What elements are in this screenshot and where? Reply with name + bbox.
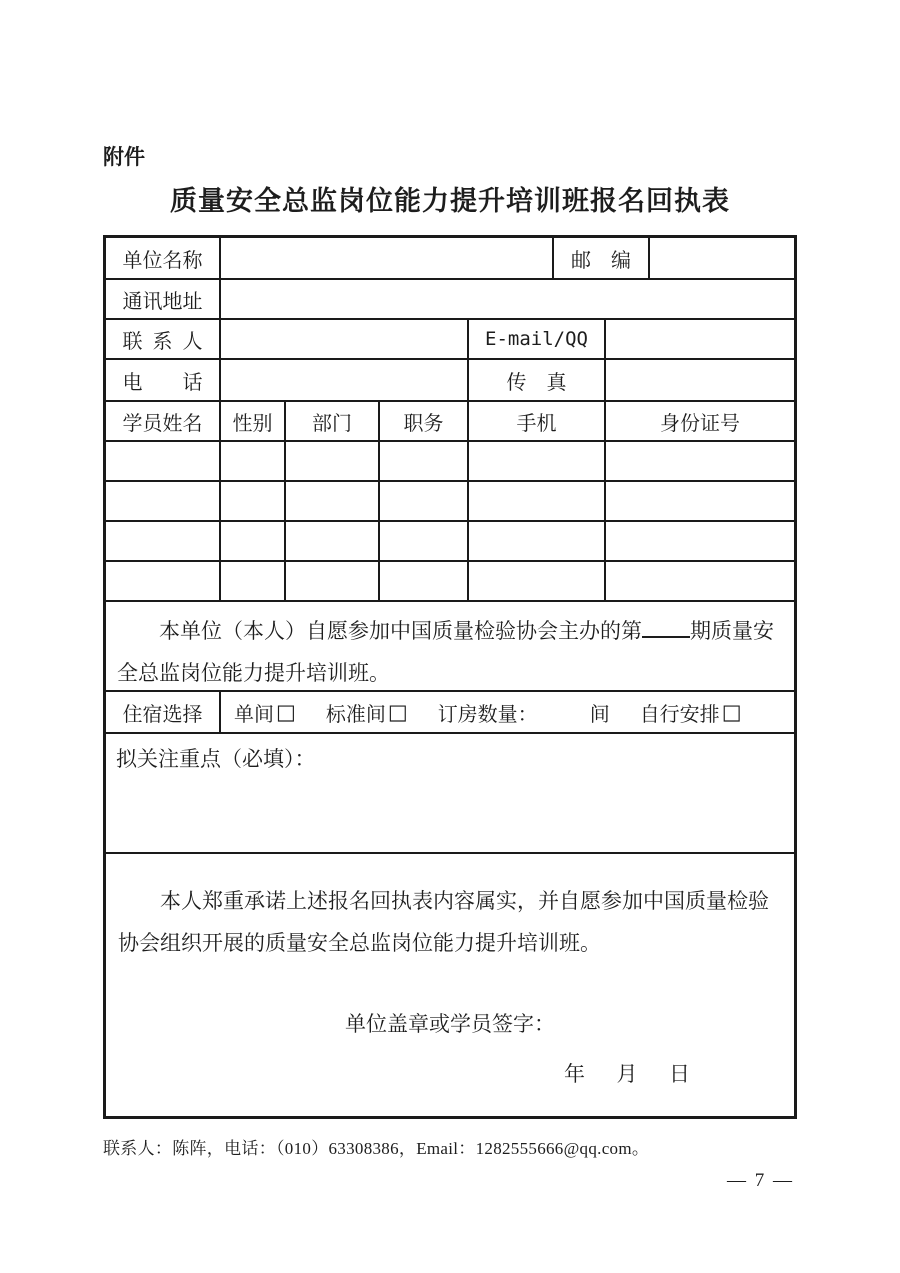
pledge-text: 本人郑重承诺上述报名回执表内容属实，并自愿参加中国质量检验协会组织开展的质量安全总监岗位能力提升培训班。 <box>118 889 769 956</box>
date-line: 年 月 日 <box>564 1062 690 1087</box>
student-row-2 <box>106 482 794 522</box>
fax-label: 传 真 <box>469 360 606 400</box>
student-row-3 <box>106 522 794 562</box>
phone-field[interactable] <box>221 360 469 400</box>
position-cell[interactable] <box>380 442 469 480</box>
gender-cell[interactable] <box>221 482 286 520</box>
table-row-phone <box>106 360 794 402</box>
participation-text-after: 期质量安全总监岗位能力提升培训班。 <box>117 619 774 686</box>
accommodation-label: 住宿选择 <box>106 692 221 732</box>
position-cell[interactable] <box>380 522 469 560</box>
phone-label: 电 话 <box>106 360 221 400</box>
student-name-cell[interactable] <box>106 442 221 480</box>
department-cell[interactable] <box>286 522 380 560</box>
contact-person-label: 联 系 人 <box>106 320 221 358</box>
participation-row <box>106 602 794 692</box>
single-room-label: 单间 <box>234 703 274 726</box>
id-number-cell[interactable] <box>606 482 794 520</box>
email-qq-field[interactable] <box>606 320 794 358</box>
position-cell[interactable] <box>380 562 469 600</box>
accommodation-row <box>106 692 794 734</box>
self-arrange-label: 自行安排 <box>639 703 720 726</box>
position-cell[interactable] <box>380 482 469 520</box>
gender-header: 性别 <box>221 402 286 440</box>
room-quantity-unit: 间 <box>589 703 610 726</box>
standard-room-option[interactable] <box>326 698 408 727</box>
student-name-header: 学员姓名 <box>106 402 221 440</box>
student-row-4 <box>106 562 794 602</box>
unit-name-label: 单位名称 <box>106 238 221 278</box>
self-arrange-checkbox-icon[interactable]: □ <box>721 699 742 724</box>
department-cell[interactable] <box>286 482 380 520</box>
participation-cell <box>106 602 794 690</box>
id-number-header: 身份证号 <box>660 412 740 435</box>
id-number-cell[interactable] <box>606 562 794 600</box>
contact-info-line: 联系人：陈阵，电话：（010）63308386，Email：1282555666@qq.com。 <box>103 1139 650 1159</box>
mobile-cell[interactable] <box>469 562 606 600</box>
student-name-cell[interactable] <box>106 522 221 560</box>
gender-cell[interactable] <box>221 522 286 560</box>
single-room-checkbox-icon[interactable]: □ <box>276 699 296 724</box>
participation-text <box>117 610 783 690</box>
standard-room-checkbox-icon[interactable]: □ <box>387 699 408 724</box>
contact-person-field[interactable] <box>221 320 469 358</box>
signature-label: 单位盖章或学员签字： <box>345 1012 555 1037</box>
standard-room-label: 标准间 <box>325 703 386 726</box>
page-number: — 7 — <box>727 1170 794 1191</box>
pledge-row <box>106 854 794 1116</box>
id-number-cell[interactable] <box>606 442 794 480</box>
room-quantity-label: 订房数量： <box>437 703 538 726</box>
table-row-contact <box>106 320 794 360</box>
mobile-cell[interactable] <box>469 442 606 480</box>
department-header: 部门 <box>286 402 380 440</box>
mobile-cell[interactable] <box>469 482 606 520</box>
id-number-cell[interactable] <box>606 522 794 560</box>
session-number-blank[interactable] <box>642 617 690 638</box>
student-name-cell[interactable] <box>106 482 221 520</box>
page-title: 质量安全总监岗位能力提升培训班报名回执表 <box>170 186 730 217</box>
address-label: 通讯地址 <box>106 280 221 318</box>
students-header-row <box>106 402 794 442</box>
participation-text-before: 本单位（本人）自愿参加中国质量检验协会主办的第 <box>159 619 642 644</box>
accommodation-options <box>221 692 794 732</box>
focus-row <box>106 734 794 854</box>
postal-code-field[interactable] <box>650 238 794 278</box>
self-arrange-option[interactable] <box>640 698 742 727</box>
department-cell[interactable] <box>286 442 380 480</box>
mobile-header: 手机 <box>469 402 606 440</box>
pledge-cell <box>106 854 794 1116</box>
student-row-1 <box>106 442 794 482</box>
focus-label: 拟关注重点（必填）： <box>116 747 316 772</box>
table-row-unit-name <box>106 238 794 280</box>
address-field[interactable] <box>221 280 794 318</box>
unit-name-field[interactable] <box>221 238 554 278</box>
email-qq-label: E-mail/QQ <box>469 320 606 358</box>
gender-cell[interactable] <box>221 562 286 600</box>
fax-field[interactable] <box>606 360 794 400</box>
department-cell[interactable] <box>286 562 380 600</box>
registration-form-table <box>103 235 797 1119</box>
student-name-cell[interactable] <box>106 562 221 600</box>
table-row-address <box>106 280 794 320</box>
gender-cell[interactable] <box>221 442 286 480</box>
single-room-option[interactable] <box>234 698 296 727</box>
attachment-label: 附件 <box>103 146 145 169</box>
focus-field[interactable] <box>106 734 794 852</box>
postal-code-label: 邮 编 <box>554 238 650 278</box>
position-header: 职务 <box>380 402 469 440</box>
mobile-cell[interactable] <box>469 522 606 560</box>
